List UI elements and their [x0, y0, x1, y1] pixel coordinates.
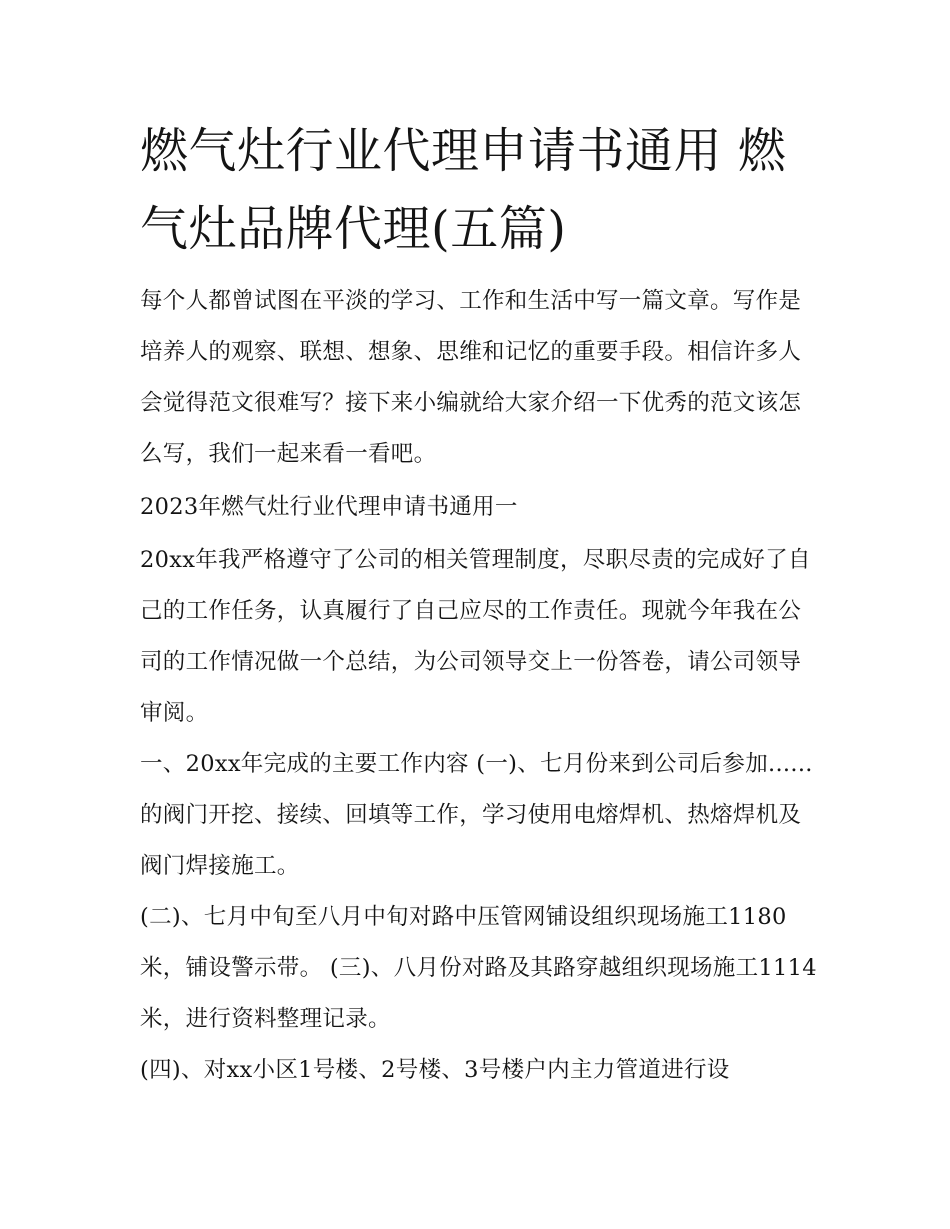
work-item-paragraph: 一、20xx年完成的主要工作内容 (一)、七月份来到公司后参加......的阀门开挖、接续、回填等工作，学习使用电熔焊机、热熔焊机及阀门焊接施工。	[140, 751, 813, 879]
document-title: 燃气灶行业代理申请书通用 燃气灶品牌代理(五篇)	[140, 123, 787, 257]
section-heading: 2023年燃气灶行业代理申请书通用一	[140, 494, 518, 520]
work-item-paragraph: (四)、对xx小区1号楼、2号楼、3号楼户内主力管道进行设	[140, 1057, 730, 1083]
document-body	[140, 276, 820, 1096]
intro-paragraph: 每个人都曾试图在平淡的学习、工作和生活中写一篇文章。写作是培养人的观察、联想、想象、思维和记忆的重要手段。相信许多人会觉得范文很难写？接下来小编就给大家介绍一下优秀的范文该怎么写，我们一起来看一看吧。	[140, 288, 802, 467]
summary-paragraph: 20xx年我严格遵守了公司的相关管理制度，尽职尽责的完成好了自己的工作任务，认真履行了自己应尽的工作责任。现就今年我在公司的工作情况做一个总结，为公司领导交上一份答卷，请公司领导审阅。	[140, 547, 811, 726]
work-item-paragraph: (二)、七月中旬至八月中旬对路中压管网铺设组织现场施工1180米，铺设警示带。 (三)、八月份对路及其路穿越组织现场施工1114米，进行资料整理记录。	[140, 904, 817, 1032]
